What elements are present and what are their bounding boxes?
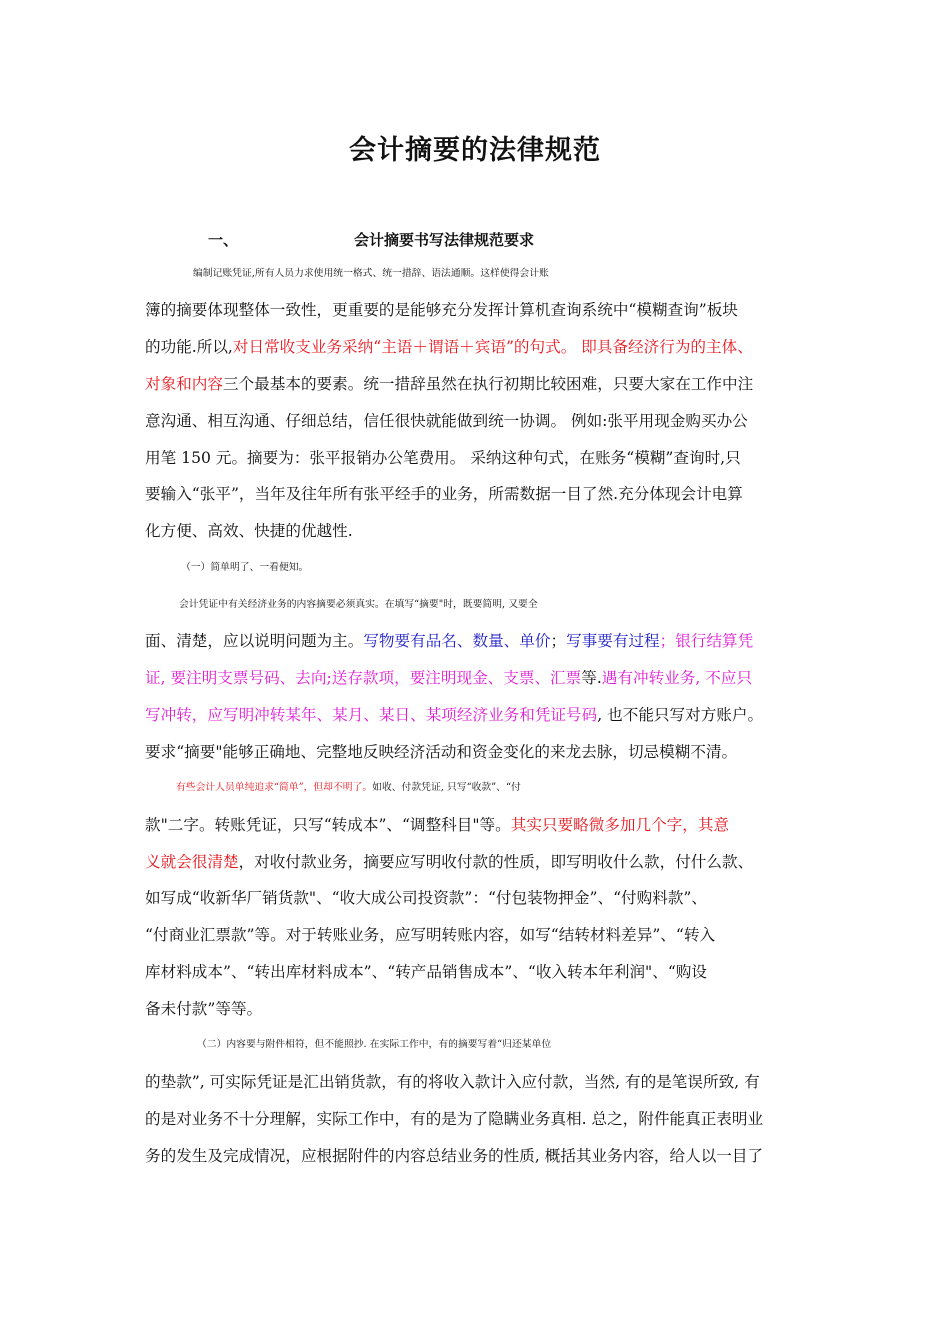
paragraph-1-line-4: [145, 372, 825, 396]
paragraph-1-line-2: 簿的摘要体现整体一致性，更重要的是能够充分发挥计算机查询系统中“模糊查询”板块: [145, 301, 738, 319]
paragraph-1-line-7: 要输入“张平”，当年及往年所有张平经手的业务，所需数据一目了然.充分体现会计电算: [145, 485, 743, 503]
paragraph-2-line-4: [145, 703, 825, 727]
paragraph-3-line-5: “付商业汇票款”等。对于转账业务，应写明转账内容，如写“结转材料差异”、“转入: [145, 926, 716, 944]
highlight-magenta: 送存款项，要注明现金、支票、汇票: [331, 669, 582, 687]
section-number: 一、: [208, 231, 239, 249]
paragraph-1-line-3: [145, 335, 825, 359]
subheading-1: （一）简单明了、一看便知。: [181, 562, 309, 573]
text-span: , 也不能只写对方账户。: [597, 706, 764, 724]
text-span: ;: [326, 669, 332, 687]
paragraph-4-line-3: 的是对业务不十分理解，实际工作中，有的是为了隐瞒业务真相. 总之，附件能真正表明业: [145, 1110, 764, 1128]
text-span: ；: [550, 632, 567, 650]
highlight-red: 对日常收支业务采纳“主语＋谓语＋宾语”的句式。 即具备经济行为的主体、: [232, 338, 753, 356]
highlight-blue: 写事要有过程: [566, 632, 660, 650]
paragraph-2-line-2: [145, 629, 825, 653]
text-span: 如收、付款凭证, 只写“收款”、“付: [372, 782, 521, 793]
paragraph-3-line-1: [145, 776, 856, 800]
text-span: ，对收付款业务，摘要应写明收付款的性质，即写明收什么款，付什么款、: [238, 853, 754, 871]
highlight-magenta: 遇有冲转业务, 不应只: [601, 669, 753, 687]
highlight-magenta: 证, 要注明支票号码、去向: [145, 669, 327, 687]
paragraph-3-line-3: [145, 850, 825, 874]
paragraph-4-line-4: 务的发生及完成情况，应根据附件的内容总结业务的性质, 概括其业务内容，给人以一目了: [145, 1147, 764, 1165]
paragraph-1-line-5: 意沟通、相互沟通、仔细总结，信任很快就能做到统一协调。 例如:张平用现金购买办公: [145, 412, 748, 430]
highlight-blue: 写物要有品名、数量、单价: [363, 632, 551, 650]
highlight-magenta: 银行结算凭: [675, 632, 754, 650]
text-span: 三个最基本的要素。统一措辞虽然在执行初期比较困难，只要大家在工作中注: [222, 375, 754, 393]
paragraph-2-line-5: 要求“摘要"能够正确地、完整地反映经济活动和资金变化的来龙去脉，切忌模糊不清。: [145, 743, 738, 761]
text-span: ；: [659, 632, 676, 650]
text-span: 面、清楚，应以说明问题为主。: [145, 632, 364, 650]
text-span: 等.: [581, 669, 602, 687]
paragraph-3-line-4: 如写成“收新华厂销货款"、“收大成公司投资款”：“付包装物押金”、“付购料款”、: [145, 889, 707, 907]
paragraph-3-line-2: [145, 813, 825, 837]
paragraph-1-line-6: 用笔 150 元。摘要为：张平报销办公笔费用。 采纳这种句式，在账务“模糊”查询时,只: [145, 449, 741, 467]
highlight-red: 有些会计人员单纯追求“简单”，但却不明了。: [176, 782, 373, 793]
section-heading: 会计摘要书写法律规范要求: [354, 231, 535, 249]
paragraph-2-line-3: [145, 666, 825, 690]
highlight-red: 其实只要略微多加几个字，其意: [510, 816, 730, 834]
paragraph-4-line-2: 的垫款”, 可实际凭证是汇出销货款，有的将收入款计入应付款，当然, 有的是笔误所致, 有: [145, 1073, 760, 1091]
paragraph-3-line-7: 备未付款”等等。: [145, 1000, 263, 1018]
text-span: 款"二字。转账凭证，只写“转成本”、“调整科目"等。: [145, 816, 511, 834]
paragraph-1-line-8: 化方便、高效、快捷的优越性.: [145, 522, 353, 540]
paragraph-1-line-1: 编制记账凭证,所有人员力求使用统一格式、统一措辞、语法通顺。这样使得会计账: [193, 268, 549, 279]
document-title: 会计摘要的法律规范: [349, 135, 601, 166]
paragraph-4-line-1: （二）内容要与附件相符，但不能照抄. 在实际工作中，有的摘要写着“归还某单位: [197, 1039, 552, 1050]
highlight-red: 对象和内容: [145, 375, 223, 393]
paragraph-3-line-6: 库材料成本”、“转出库材料成本”、“转产品销售成本”、“收入转本年利润"、“购设: [145, 963, 707, 981]
highlight-red: 义就会很清楚: [145, 853, 239, 871]
paragraph-2-line-1: 会计凭证中有关经济业务的内容摘要必须真实。在填写“摘要"时，既要简明, 又要全: [179, 599, 538, 610]
text-span: 的功能.所以,: [145, 338, 233, 356]
highlight-magenta: 写冲转，应写明冲转某年、某月、某日、某项经济业务和凭证号码: [145, 706, 598, 724]
